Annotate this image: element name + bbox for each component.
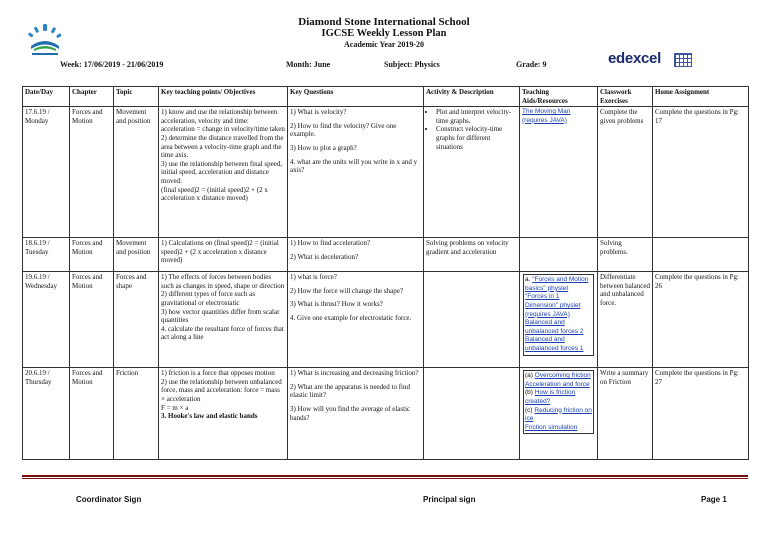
row-objectives [159,368,288,460]
resource-link-moving-man[interactable]: The Moving Man [522,108,571,116]
school-name: Diamond Stone International School [298,16,470,28]
row-activity: Solving problems on velocity gradient and acceleration [424,238,520,272]
resource-prefix-text: (a) [525,372,533,380]
table-row [23,238,749,272]
question-line: 1) what is force? [290,273,337,282]
edexcel-grid-icon [674,53,692,67]
question-line: 1) What is increasing and decreasing friction? [290,369,419,378]
row-activity [424,107,520,238]
row-home: Complete the questions in Pg: 17 [653,107,749,238]
plan-title: IGCSE Weekly Lesson Plan [321,28,447,39]
row-aids [520,107,598,238]
resource-link-requires-java[interactable]: (requires JAVA) [525,310,570,318]
col-date: Date/Day [23,87,70,107]
footer-rule [22,475,748,477]
col-classwork: Classwork Exercises [598,87,653,107]
question-line: 1) What is velocity? [290,108,347,117]
objective-line: 3) how vector quantities differ from scalar quantities [161,307,280,325]
row-home: Complete the questions in Pg: 26 [653,272,749,368]
page-number: Page 1 [701,495,727,504]
resource-item [525,389,592,406]
row-activity [424,368,520,460]
col-activity: Activity & Description [424,87,520,107]
lesson-plan-table [22,86,749,460]
resource-link-friction-created[interactable]: How is friction created? [525,389,576,405]
col-aids: Teaching Aids/Resources [520,87,598,107]
row-aids [520,272,598,368]
academic-year: Academic Year 2019-20 [344,40,424,49]
month-label: Month: June [286,60,331,69]
question-line: 2) How the force will change the shape? [290,286,403,295]
activity-item: • Construct velocity-time graphs for different situations [436,125,517,151]
row-chapter: Forces and Motion [70,272,114,368]
objective-line: 2) different types of force such as gravitational or electrostatic [161,290,255,307]
row-date: 20.6.19 / Thursday [23,368,70,460]
objective-line: acceleration = change in velocity/time taken [161,125,285,134]
question-line: 3) What is thrust? How it works? [290,300,383,309]
objective-line: 3) use the relationship between final speed, initial speed, acceleration and distance moved: [161,159,283,185]
resource-item [525,407,592,424]
resource-link-acceleration-force[interactable]: Acceleration and force [525,380,590,388]
activity-item: • Plot and interpret velocity-time graphs. [436,108,517,125]
resource-link-forces-1d[interactable]: "Forces in 1 Dimension" physlet [525,293,581,309]
row-aids [520,368,598,460]
row-aids [520,238,598,272]
row-topic: Movement and position [114,107,159,238]
objective-line: 3. Hooke's law and elastic bands [161,412,258,421]
row-chapter: Forces and Motion [70,238,114,272]
objective-line: 1) The effects of forces between bodies such as changes in speed, shape or direction [161,273,285,290]
row-date: 18.6.19 / Tuesday [23,238,70,272]
resource-link-requires-java[interactable]: (requires JAVA) [522,116,567,124]
objective-line: 1) Calculations on (final speed)2 = (initial speed)2 + (2 x acceleration x distance moved) [161,239,279,265]
resource-prefix-text: (c) [525,406,533,414]
row-home: Complete the questions in Pg: 27 [653,368,749,460]
resource-link-balanced-1[interactable]: Balanced and unbalanced forces 1 [525,336,584,352]
row-topic: Forces and shape [114,272,159,368]
question-line: 2) How to find the velocity? Give one example. [290,121,397,139]
objective-line: 1) know and use the relationship between acceleration, velocity and time: [161,108,278,125]
row-date: 17.6.19 / Monday [23,107,70,238]
col-chapter: Chapter [70,87,114,107]
objective-line: (final speed)2 = (initial speed)2 + (2 x acceleration x distance moved) [161,185,268,203]
resource-link-balanced-2[interactable]: Balanced and unbalanced forces 2 [525,319,584,335]
question-line: 4. Give one example for electrostatic force. [290,313,412,322]
question-line: 3) How to plot a graph? [290,143,357,152]
question-line: 1) How to find acceleration? [290,239,371,248]
resource-prefix-text: (b) [525,389,533,397]
row-chapter: Forces and Motion [70,107,114,238]
footer-rule-thin [22,478,748,479]
row-topic: Friction [114,368,159,460]
table-header-row [23,87,749,107]
row-classwork: Complete the given problems [598,107,653,238]
subject-label: Subject: Physics [384,60,440,69]
principal-sign: Principal sign [423,495,476,504]
table-row [23,107,749,238]
question-line: 2) What is deceleration? [290,252,359,261]
row-topic: Movement and position [114,238,159,272]
row-home [653,238,749,272]
row-date: 19.6.19 / Wednesday [23,272,70,368]
objective-line: 2) determine the distance travelled from the area between a velocity-time graph and the time axis. [161,133,284,160]
question-line: 4. what are the units will you write in x and y axis? [290,157,418,175]
row-classwork: Solving problems. [598,238,653,272]
row-objectives [159,238,288,272]
table-row [23,368,749,460]
row-activity [424,272,520,368]
row-objectives [159,107,288,238]
row-objectives [159,272,288,368]
coordinator-sign: Coordinator Sign [76,495,142,504]
row-classwork: Write a summary on Friction [598,368,653,460]
edexcel-wordmark: edexcel [608,50,661,67]
row-questions [288,107,424,238]
row-questions [288,272,424,368]
col-topic: Topic [114,87,159,107]
col-questions: Key Questions [288,87,424,107]
resource-link-reducing-friction[interactable]: Reducing friction on ice [525,406,592,423]
resource-links-box [523,274,594,355]
resource-link-forces-motion-basics[interactable]: "Forces and Motion basics" physlet [525,276,589,292]
question-line: 3) How will you find the average of elastic bands? [290,404,411,422]
objective-line: 1) friction is a force that opposes motion [161,369,275,378]
row-classwork: Differentiate between balanced and unbalanced force. [598,272,653,368]
row-questions [288,238,424,272]
objective-line: 2) use the relationship between unbalanced force, mass and acceleration: force = mass × acceleration [161,377,282,403]
question-line: 2) What are the apparatus is needed to find elastic limit? [290,382,410,400]
col-home: Home Assignment [653,87,749,107]
objective-line: 4. calculate the resultant force of forces that act along a line [161,324,284,342]
col-objectives: Key teaching points/ Objectives [159,87,288,107]
resource-prefix [525,276,592,293]
resource-link-overcoming-friction[interactable]: Overcoming friction [534,372,591,380]
row-chapter: Forces and Motion [70,368,114,460]
row-questions [288,368,424,460]
objective-line: F = m × a [161,403,189,412]
resource-links-box [523,370,594,434]
edexcel-logo [608,50,696,70]
resource-prefix-text: a. [525,276,531,284]
resource-link-friction-simulation[interactable]: Friction simulation [525,423,578,431]
table-row [23,272,749,368]
grade-label: Grade: 9 [516,60,547,69]
resource-item [525,372,592,381]
week-range: Week: 17/06/2019 - 21/06/2019 [60,60,164,69]
